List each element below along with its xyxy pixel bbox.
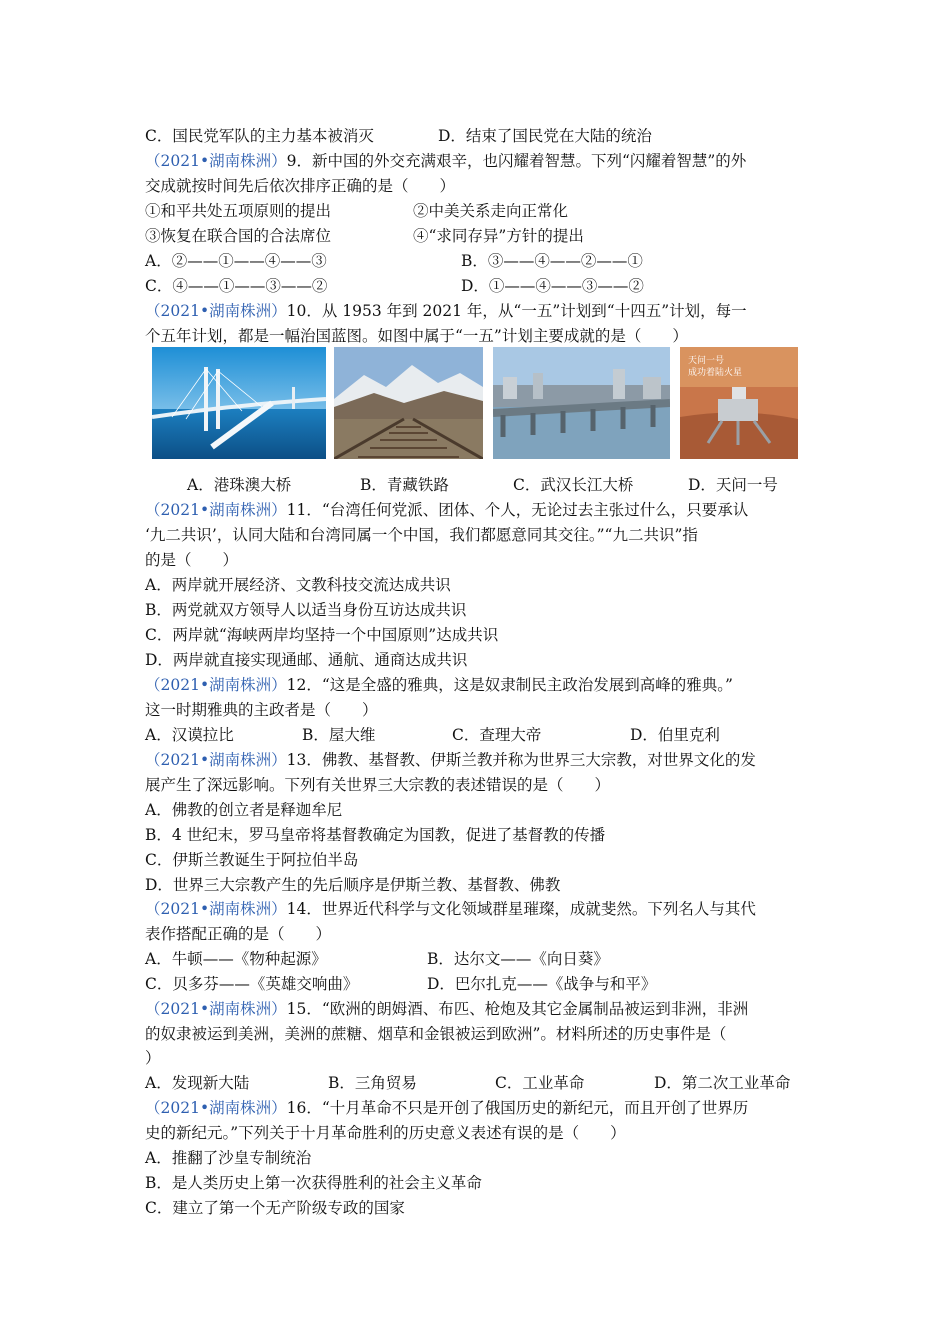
q8-option-c: C．国民党军队的主力基本被消灭 [145, 127, 374, 145]
q10-image-row [152, 347, 802, 463]
q16-stem-line-1 [145, 1096, 810, 1121]
q9-item-1: ①和平共处五项原则的提出 [145, 202, 332, 220]
q10-option-a: A．港珠澳大桥 [187, 476, 292, 494]
q10-stem-line-1 [145, 299, 810, 324]
q13-option-c: C．伊斯兰教诞生于阿拉伯半岛 [145, 851, 359, 869]
q11-option-a: A．两岸就开展经济、文教科技交流达成共识 [145, 576, 451, 594]
q16-option-a: A．推翻了沙皇专制统治 [145, 1149, 312, 1167]
q10-image-wuhan-yangtze-bridge [493, 347, 670, 459]
q11-option-d: D．两岸就直接实现通邮、通航、通商达成共识 [145, 651, 468, 669]
q14-options-row-2 [145, 972, 810, 997]
q12-option-b: B．屋大维 [302, 726, 376, 744]
q9-items-row-1 [145, 199, 810, 224]
q15-source: （2021•湖南株洲） [145, 1000, 287, 1018]
q11-source: （2021•湖南株洲） [145, 501, 287, 519]
q12-source: （2021•湖南株洲） [145, 676, 287, 694]
q13-stem-text-1: 13．佛教、基督教、伊斯兰教并称为世界三大宗教，对世界文化的发 [286, 751, 756, 769]
q9-items-row-2 [145, 224, 810, 249]
q9-item-3: ③恢复在联合国的合法席位 [145, 227, 332, 245]
q16-option-c: C．建立了第一个无产阶级专政的国家 [145, 1199, 405, 1217]
q8-options-row [145, 124, 810, 149]
q11-option-c: C．两岸就“海峡两岸均坚持一个中国原则”达成共识 [145, 626, 499, 644]
q15-option-a: A．发现新大陆 [145, 1074, 250, 1092]
q14-source: （2021•湖南株洲） [145, 900, 287, 918]
q11-stem-line-2: ‘九二共识’，认同大陆和台湾同属一个中国，我们都愿意同其交往。”“九二共识”指 [145, 526, 698, 544]
q10-source: （2021•湖南株洲） [145, 302, 287, 320]
q9-stem-line-2: 交成就按时间先后依次排序正确的是（ ） [145, 177, 456, 195]
q9-stem-line-1 [145, 149, 810, 174]
q14-option-d: D．巴尔扎克——《战争与和平》 [427, 975, 657, 993]
q13-source: （2021•湖南株洲） [145, 751, 287, 769]
q12-option-a: A．汉谟拉比 [145, 726, 234, 744]
q10-option-d: D．天问一号 [688, 476, 778, 494]
q8-option-d: D．结束了国民党在大陆的统治 [438, 127, 652, 145]
q13-stem-line-2: 展产生了深远影响。下列有关世界三大宗教的表述错误的是（ ） [145, 776, 611, 794]
q13-stem-line-1 [145, 748, 810, 773]
q16-stem-line-2: 史的新纪元。”下列关于十月革命胜利的历史意义表述有误的是（ ） [145, 1124, 626, 1142]
q12-option-c: C．查理大帝 [452, 726, 542, 744]
q11-stem-line-1 [145, 498, 810, 523]
q13-option-a: A．佛教的创立者是释迦牟尼 [145, 801, 343, 819]
q10-stem-text-1: 10．从 1953 年到 2021 年，从“一五”计划到“十四五”计划，每一 [286, 302, 747, 320]
q14-stem-line-1 [145, 897, 810, 922]
q9-option-a: A．②——①——④——③ [145, 252, 327, 270]
q14-option-c: C．贝多芬——《英雄交响曲》 [145, 975, 359, 993]
q14-option-a: A．牛顿——《物种起源》 [145, 950, 327, 968]
q10-image-tianwen-1-mars [680, 347, 798, 459]
q14-options-row-1 [145, 947, 810, 972]
q9-source: （2021•湖南株洲） [145, 152, 287, 170]
q12-options-row [145, 723, 810, 748]
q15-stem-line-3: ） [145, 1049, 161, 1067]
q14-stem-line-2: 表作搭配正确的是（ ） [145, 925, 332, 943]
q9-item-2: ②中美关系走向正常化 [413, 202, 569, 220]
q9-stem-text-1: 9．新中国的外交充满艰辛，也闪耀着智慧。下列“闪耀着智慧”的外 [286, 152, 747, 170]
q15-option-b: B．三角贸易 [328, 1074, 417, 1092]
q15-options-row [145, 1071, 810, 1096]
q9-item-4: ④“求同存异”方针的提出 [413, 227, 584, 245]
q15-stem-line-1 [145, 997, 810, 1022]
q10-stem-line-2: 个五年计划，都是一幅治国蓝图。如图中属于“一五”计划主要成就的是（ ） [145, 327, 688, 345]
q9-option-b: B．③——④——②——① [461, 252, 643, 270]
q10-image-d-caption-1: 天问一号 [688, 356, 725, 366]
q9-option-d: D．①——④——③——② [461, 277, 644, 295]
q16-source: （2021•湖南株洲） [145, 1099, 287, 1117]
q14-stem-text-1: 14．世界近代科学与文化领域群星璀璨，成就斐然。下列名人与其代 [286, 900, 756, 918]
q10-image-qinghai-tibet-railway [334, 347, 483, 459]
q10-image-hzmb-bridge [152, 347, 326, 459]
q9-options-row-2 [145, 274, 810, 299]
q10-option-b: B．青藏铁路 [360, 476, 449, 494]
q15-option-c: C．工业革命 [495, 1074, 585, 1092]
q9-option-c: C．④——①——③——② [145, 277, 328, 295]
q16-option-b: B．是人类历史上第一次获得胜利的社会主义革命 [145, 1174, 482, 1192]
q13-option-b: B．4 世纪末，罗马皇帝将基督教确定为国教，促进了基督教的传播 [145, 826, 606, 844]
q12-stem-text-1: 12．“这是全盛的雅典，这是奴隶制民主政治发展到高峰的雅典。” [286, 676, 733, 694]
q16-stem-text-1: 16．“十月革命不只是开创了俄国历史的新纪元，而且开创了世界历 [286, 1099, 749, 1117]
q12-option-d: D．伯里克利 [630, 726, 720, 744]
q10-option-c: C．武汉长江大桥 [513, 476, 634, 494]
q12-stem-line-2: 这一时期雅典的主政者是（ ） [145, 701, 378, 719]
q15-stem-line-2: 的奴隶被运到美洲，美洲的蔗糖、烟草和金银被运到欧洲”。材料所述的历史事件是（ [145, 1025, 727, 1043]
q11-stem-text-1: 11．“台湾任何党派、团体、个人，无论过去主张过什么，只要承认 [286, 501, 749, 519]
q15-stem-text-1: 15．“欧洲的朗姆酒、布匹、枪炮及其它金属制品被运到非洲，非洲 [286, 1000, 749, 1018]
q9-options-row-1 [145, 249, 810, 274]
q12-stem-line-1 [145, 673, 810, 698]
q11-stem-line-3: 的是（ ） [145, 551, 239, 569]
q13-option-d: D．世界三大宗教产生的先后顺序是伊斯兰教、基督教、佛教 [145, 876, 561, 894]
q10-image-d-caption-2: 成功着陆火星 [688, 368, 743, 378]
q14-option-b: B．达尔文——《向日葵》 [427, 950, 609, 968]
q11-option-b: B．两党就双方领导人以适当身份互访达成共识 [145, 601, 467, 619]
q15-option-d: D．第二次工业革命 [654, 1074, 791, 1092]
